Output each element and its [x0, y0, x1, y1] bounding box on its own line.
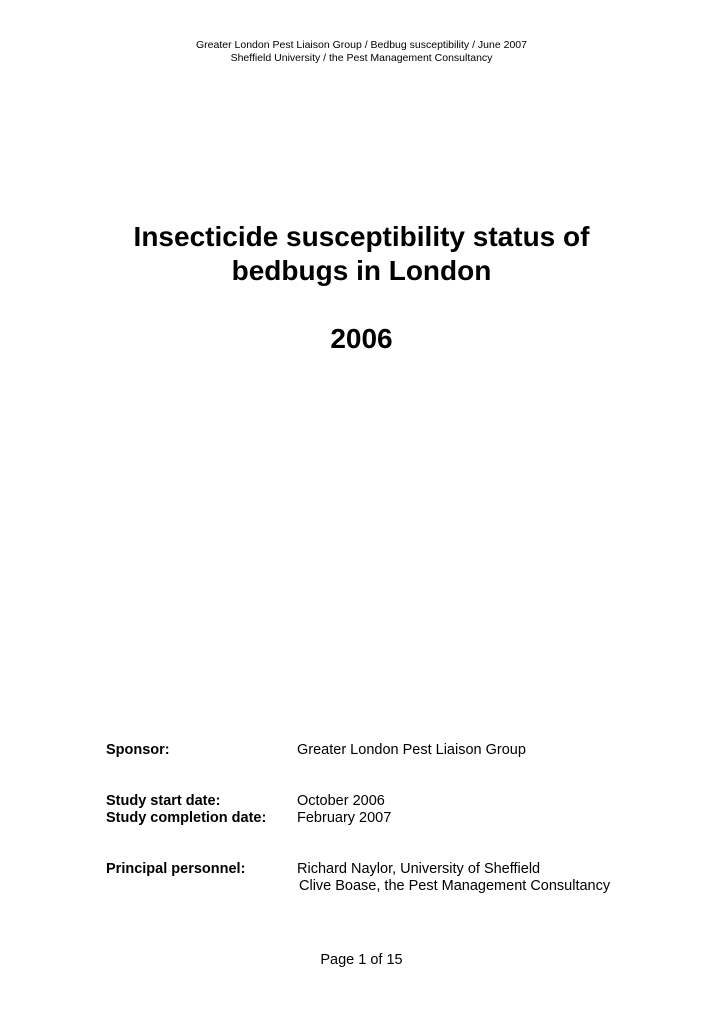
start-date-label: Study start date:: [106, 793, 221, 809]
personnel-label: Principal personnel:: [106, 861, 246, 877]
page-number: Page 1 of 15: [320, 952, 403, 968]
start-date-value: October 2006: [297, 793, 385, 809]
document-title: [0, 220, 723, 288]
header-line-2: Sheffield University / the Pest Management Consultancy: [230, 52, 493, 64]
header-line-1: Greater London Pest Liaison Group / Bedbug susceptibility / June 2007: [196, 39, 527, 51]
sponsor-label: Sponsor:: [106, 742, 170, 758]
document-year: 2006: [330, 323, 393, 354]
personnel-item: Richard Naylor, University of Sheffield: [297, 861, 541, 877]
completion-date-value: February 2007: [297, 810, 392, 826]
title-line-1: Insecticide susceptibility status of: [133, 221, 590, 252]
completion-date-label: Study completion date:: [106, 810, 267, 826]
title-line-2: bedbugs in London: [231, 255, 492, 286]
sponsor-value: Greater London Pest Liaison Group: [297, 742, 526, 758]
running-header: [0, 39, 723, 65]
personnel-item: Clive Boase, the Pest Management Consultancy: [299, 878, 611, 894]
